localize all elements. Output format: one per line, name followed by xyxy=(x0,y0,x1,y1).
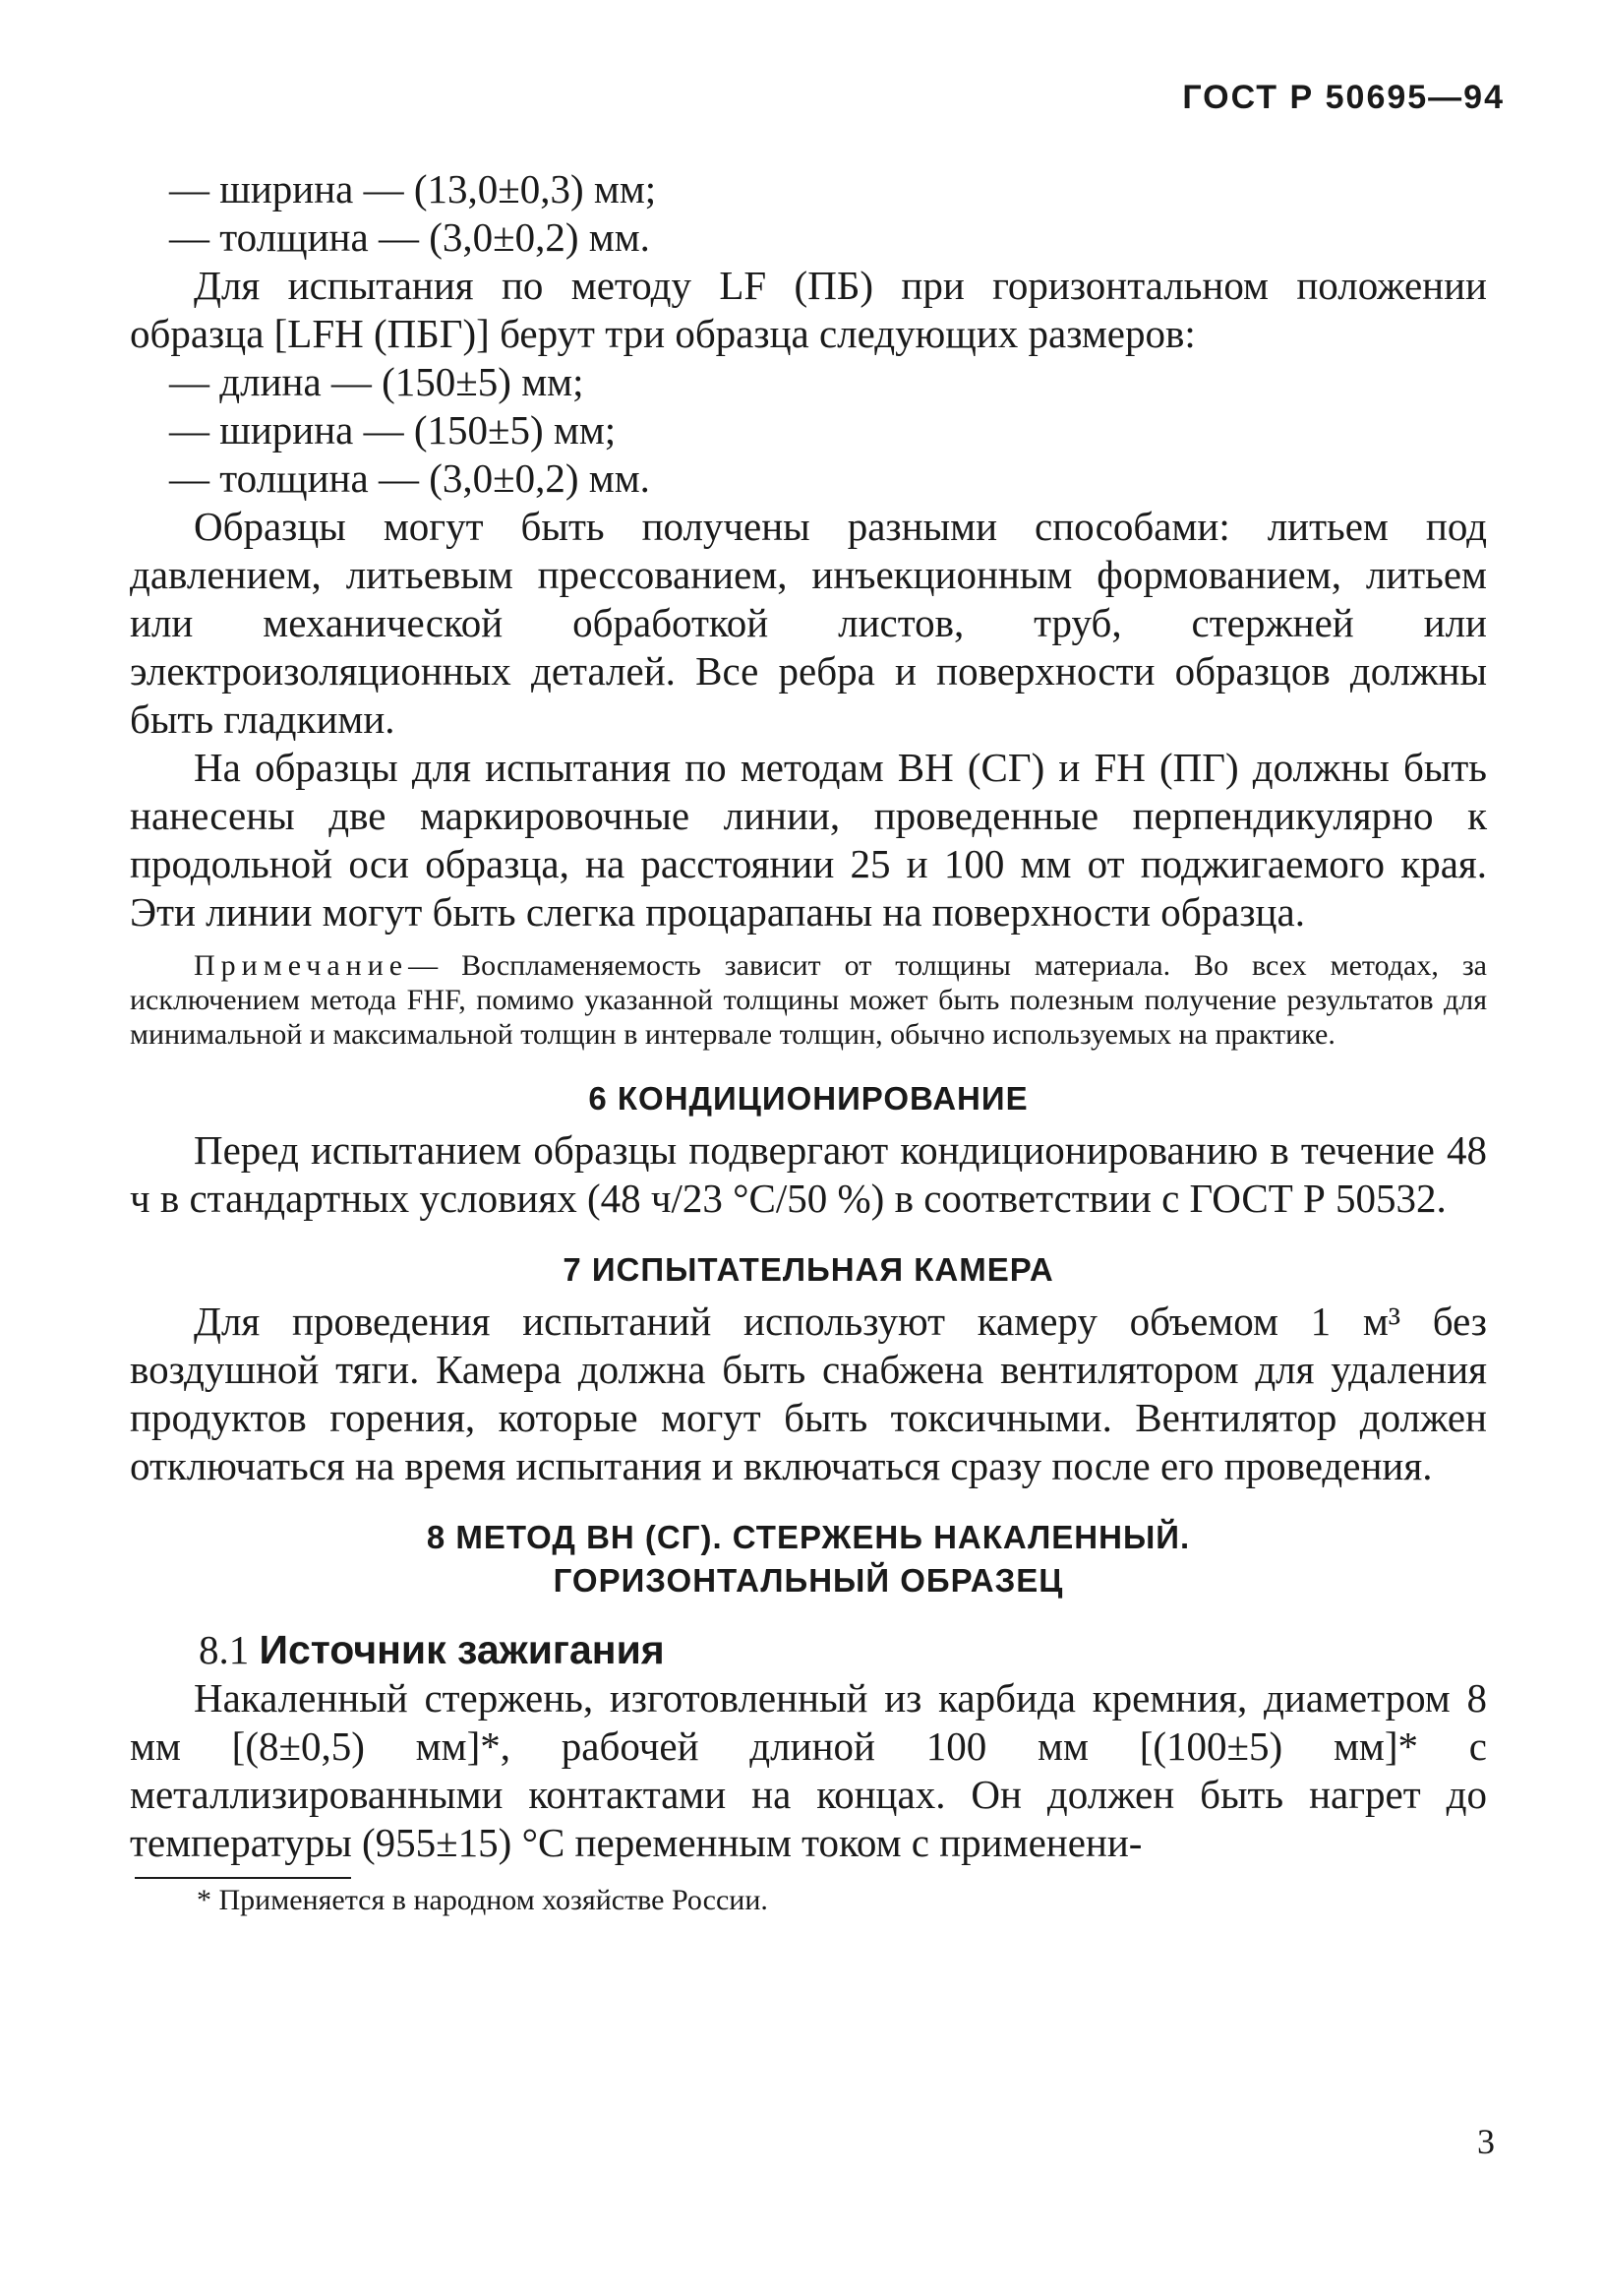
subsection-title: Источник зажигания xyxy=(259,1627,665,1672)
footnote-divider xyxy=(135,1877,351,1879)
section-6-title: 6 КОНДИЦИОНИРОВАНИЕ xyxy=(588,1080,1029,1117)
subsection-8-1-heading xyxy=(130,1626,1487,1674)
list-item: — длина — (150±5) мм; xyxy=(169,359,584,404)
subsection-8-1-text: Накаленный стержень, изготовленный из карбида кремния, диаметром 8 мм [(8±0,5) мм]*, рабочей длиной 100 мм [(100±5) мм]* с металлизированными контактами на концах. Он должен быть нагрет до температуры (955±15) °С переменным током с применени- xyxy=(130,1675,1487,1865)
note xyxy=(130,948,1487,1052)
page-number: 3 xyxy=(1477,2122,1495,2161)
list-item: — толщина — (3,0±0,2) мм. xyxy=(169,214,650,260)
section-8-title xyxy=(130,1516,1487,1602)
document-code-header: ГОСТ Р 50695—94 xyxy=(1182,79,1505,116)
list-item: — толщина — (3,0±0,2) мм. xyxy=(169,455,650,501)
section-8-title-line2: ГОРИЗОНТАЛЬНЫЙ ОБРАЗЕЦ xyxy=(553,1562,1064,1599)
section-6-text: Перед испытанием образцы подвергают кондиционированию в течение 48 ч в стандартных условиях (48 ч/23 °С/50 %) в соответствии с ГОСТ Р 50532. xyxy=(130,1127,1487,1221)
section-7-title: 7 ИСПЫТАТЕЛЬНАЯ КАМЕРА xyxy=(563,1251,1054,1288)
paragraph-lfh: Для испытания по методу LF (ПБ) при горизонтальном положении образца [LFH (ПБГ)] берут три образца следующих размеров: xyxy=(130,263,1487,356)
document-body xyxy=(130,165,1487,1918)
note-text: — Воспламеняемость зависит от толщины материала. Во всех методах, за исключением метода FHF, помимо указанной толщины может быть полезным получение результатов для минимальной и максимальной толщин в интервале толщин, обычно используемых на практике. xyxy=(130,949,1487,1051)
paragraph-marks: На образцы для испытания по методам ВН (СГ) и FH (ПГ) должны быть нанесены две маркировочные линии, проведенные перпендикулярно к продольной оси образца, на расстоянии 25 и 100 мм от поджигаемого края. Эти линии могут быть слегка процарапаны на поверхности образца. xyxy=(130,745,1487,935)
subsection-number: 8.1 xyxy=(199,1627,250,1672)
section-8-title-line1: 8 МЕТОД ВН (СГ). СТЕРЖЕНЬ НАКАЛЕННЫЙ. xyxy=(426,1519,1191,1555)
list-item: — ширина — (13,0±0,3) мм; xyxy=(169,166,657,211)
footnote: * Применяется в народном хозяйстве России. xyxy=(197,1884,768,1916)
paragraph-methods: Образцы могут быть получены разными способами: литьем под давлением, литьевым прессованием, инъекционным формованием, литьем или механической обработкой листов, труб, стержней или электроизоляционных деталей. Все ребра и поверхности образцов должны быть гладкими. xyxy=(130,504,1487,742)
list-item: — ширина — (150±5) мм; xyxy=(169,407,617,453)
section-7-text: Для проведения испытаний используют камеру объемом 1 м³ без воздушной тяги. Камера должна быть снабжена вентилятором для удаления продуктов горения, которые могут быть токсичными. Вентилятор должен отключаться на время испытания и включаться сразу после его проведения. xyxy=(130,1299,1487,1488)
note-label: Примечание xyxy=(194,949,409,982)
